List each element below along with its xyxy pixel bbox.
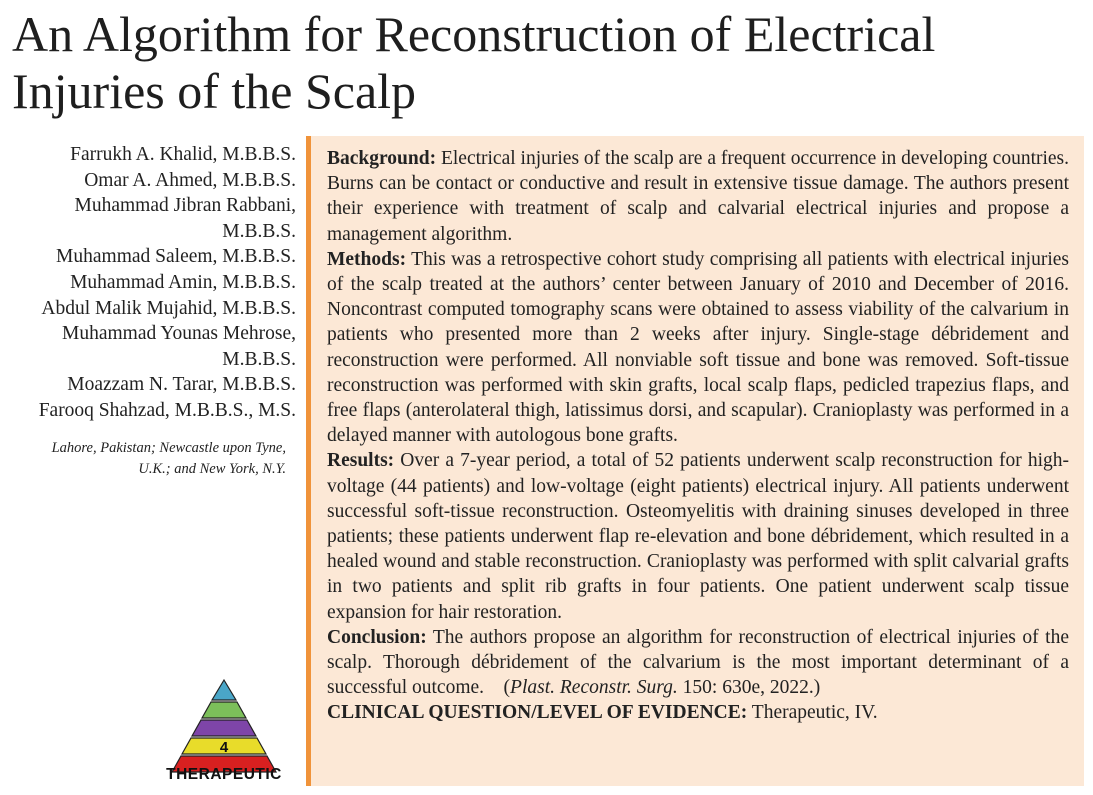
section-text: This was a retrospective cohort study comprising all patients with electrical injuries of the scalp treated at the authors’ center between January of 2010 and December of 2016. Noncontrast computed tomography scans were obtained to assess viability of the calvarium in patients who presented more than 2 weeks after injury. Single-stage débridement and reconstruction were performed. All nonviable soft tissue and bone was removed. Soft-tissue reconstruction was performed with skin grafts, local scalp flaps, pedicled trapezius flaps, and free flaps (anterolateral thigh, latissimus dorsi, and scapular). Cranioplasty was performed in a delayed manner with autologous bone grafts.	[327, 248, 1069, 447]
author-name: Omar A. Ahmed, M.B.B.S.	[84, 169, 296, 191]
author-name: Muhammad Amin, M.B.B.S.	[70, 271, 296, 293]
author-name: Farooq Shahzad, M.B.B.S., M.S.	[38, 399, 296, 421]
author-name: Abdul Malik Mujahid, M.B.B.S.	[41, 297, 296, 319]
author-name: Farrukh A. Khalid, M.B.B.S.	[70, 144, 296, 165]
abstract-level-of-evidence	[327, 700, 1069, 725]
pyramid-tier-1	[212, 680, 236, 700]
abstract	[327, 146, 1069, 726]
article-title: An Algorithm for Reconstruction of Electrical Injuries of the Scalp	[12, 6, 936, 119]
abstract-conclusion	[327, 625, 1069, 701]
citation-journal: Plast. Reconstr. Surg.	[510, 677, 678, 699]
author-degree: M.B.B.S.	[222, 220, 296, 242]
section-label: CLINICAL QUESTION/LEVEL OF EVIDENCE:	[327, 702, 748, 724]
author-name: Moazzam N. Tarar, M.B.B.S.	[67, 374, 296, 396]
author-list	[0, 142, 296, 424]
abstract-results	[327, 448, 1069, 624]
section-label: Results:	[327, 450, 395, 472]
section-text: The authors propose an algorithm for reconstruction of electrical injuries of the scalp. Thorough débridement of the calvarium is the most important determinant of a successful outcome.	[327, 626, 1069, 699]
author-name: Muhammad Jibran Rabbani,	[74, 195, 296, 217]
evidence-level-number: 4	[219, 739, 229, 756]
evidence-label: THERAPEUTIC	[166, 766, 282, 783]
section-text: Electrical injuries of the scalp are a frequent occurrence in developing countries. Burns can be contact or conductive and result in extensive tissue damage. The authors present their experience with treatment of scalp and calvarial electrical injuries and propose a management algorithm.	[327, 148, 1070, 245]
author-degree: M.B.B.S.	[222, 348, 296, 370]
section-label: Conclusion:	[327, 626, 427, 648]
affiliation: Lahore, Pakistan; Newcastle upon Tyne, U.K.; and New York, N.Y.	[51, 440, 286, 477]
author-name: Muhammad Younas Mehrose,	[62, 323, 296, 345]
abstract-background	[327, 146, 1069, 247]
section-text: Over a 7-year period, a total of 52 patients underwent scalp reconstruction for high-voltage (44 patients) and low-voltage (eight patients) electrical injury. All patients underwent successful soft-tissue reconstruction. Osteomyelitis with draining sinuses developed in three patients; these patients underwent flap re-elevation and bone débridement, which resulted in a healed wound and stable reconstruction. Cranioplasty was performed with split calvarial grafts in two patients and split rib grafts in four patients. One patient underwent scalp tissue expansion for hair restoration.	[327, 450, 1070, 623]
section-label: Background:	[327, 148, 437, 169]
citation: (Plast. Reconstr. Surg. 150: 630e, 2022.)	[503, 677, 821, 699]
pyramid-tier-3	[192, 720, 256, 736]
pyramid-tier-2	[202, 702, 246, 718]
abstract-methods	[327, 247, 1069, 449]
section-label: Methods:	[327, 248, 407, 270]
author-name: Muhammad Saleem, M.B.B.S.	[56, 246, 296, 268]
section-text: Therapeutic, IV.	[751, 702, 878, 724]
